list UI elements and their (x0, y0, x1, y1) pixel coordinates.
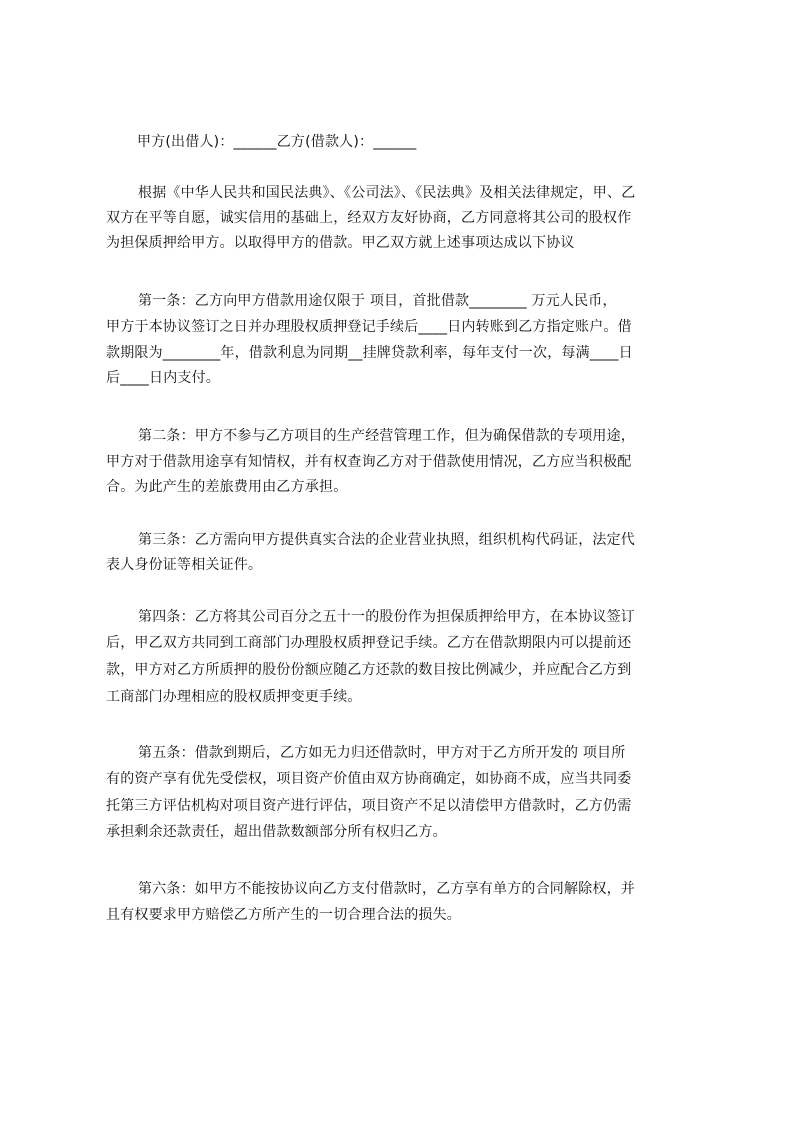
text-line: 款期限为________年，借款利息为同期__挂牌贷款利率，每年支付一次，每满____日 (106, 345, 633, 361)
text-line: 甲方于本协议签订之日并办理股权质押登记手续后____日内转账到乙方指定账户。借 (106, 319, 632, 335)
text-line: 双方在平等自愿，诚实信用的基础上，经双方友好协商，乙方同意将其公司的股权作 (106, 210, 632, 226)
text-line: 第三条：乙方需向甲方提供真实合法的企业营业执照，组织机构代码证，法定代 (138, 532, 635, 548)
text-line: 工商部门办理相应的股权质押变更手续。 (106, 689, 362, 705)
text-line: 第四条：乙方将其公司百分之五十一的股份作为担保质押给甲方，在本协议签订 (138, 609, 635, 625)
text-line: 承担剩余还款责任，超出借款数额部分所有权归乙方。 (106, 824, 447, 840)
text-line: 甲方对于借款用途享有知情权，并有权查询乙方对于借款使用情况，乙方应当积极配 (106, 454, 632, 470)
text-line: 且有权要求甲方赔偿乙方所产生的一切合理合法的损失。 (106, 907, 461, 923)
parties-line: 甲方(出借人)：______乙方(借款人)：______ (137, 134, 417, 150)
text-line: 第五条：借款到期后，乙方如无力归还借款时，甲方对于乙方所开发的 项目所 (138, 745, 626, 761)
text-line: 合。为此产生的差旅费用由乙方承担。 (106, 479, 348, 495)
text-line: 后，甲乙双方共同到工商部门办理股权质押登记手续。乙方在借款期限内可以提前还 (106, 635, 632, 651)
text-line: 表人身份证等相关证件。 (106, 557, 263, 573)
text-line: 为担保质押给甲方。以取得甲方的借款。甲乙双方就上述事项达成以下协议 (106, 235, 575, 251)
text-line: 有的资产享有优先受偿权，项目资产价值由双方协商确定，如协商不成，应当共同委 (106, 771, 632, 787)
text-line: 款，甲方对乙方所质押的股份份额应随乙方还款的数目按比例减少，并应配合乙方到 (106, 662, 632, 678)
text-line: 根据《中华人民共和国民法典》、《公司法》、《民法典》及相关法律规定，甲、乙 (138, 185, 636, 201)
text-line: 第六条：如甲方不能按协议向乙方支付借款时，乙方享有单方的合同解除权，并 (138, 881, 635, 897)
text-line: 后____日内支付。 (106, 370, 220, 386)
text-line: 托第三方评估机构对项目资产进行评估，项目资产不足以清偿甲方借款时，乙方仍需 (106, 798, 632, 814)
text-line: 第一条：乙方向甲方借款用途仅限于 项目，首批借款________ 万元人民币， (138, 293, 617, 309)
text-line: 第二条：甲方不参与乙方项目的生产经营管理工作，但为确保借款的专项用途， (138, 428, 635, 444)
